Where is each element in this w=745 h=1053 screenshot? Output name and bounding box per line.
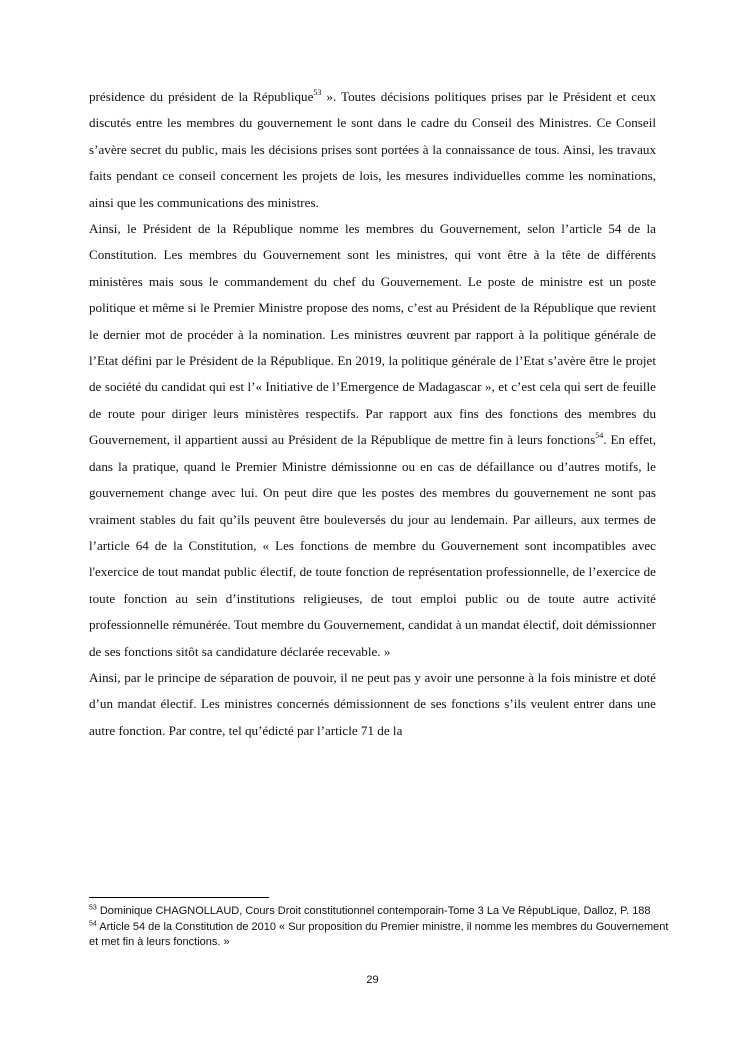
footnote-ref-53[interactable]: 53 xyxy=(313,87,322,97)
footnote-separator xyxy=(89,897,269,898)
footnote-53: $^{53}$ Dominique CHAGNOLLAUD, Cours Droit constitutionnel contemporain-Tome 3 La Ve RépubLique, Dalloz, P. 188 xyxy=(89,904,651,917)
paragraph-3: Ainsi, par le principe de séparation de pouvoir, il ne peut pas y avoir une personne à la fois ministre et doté d’un mandat électif. Les ministres concernés démissionnent de ses fonctions s’ils veulent entrer dans une autre fonction. Par contre, tel qu’édicté par l’article 71 de la xyxy=(89,669,656,738)
page-number: 29 xyxy=(366,974,379,986)
footnotes xyxy=(89,904,669,951)
paragraph-2: Ainsi, le Président de la République nomme les membres du Gouvernement, selon l’article 54 de la Constitution. Les membres du Gouvernement sont les ministres, qui vont être à la tête de différents ministères mais sous le commandement du chef du Gouvernement. Le poste de ministre est un poste politique et même si le Premier Ministre propose des noms, c’est au Président de la République que revient le dernier mot de procéder à la nomination. Les ministres œuvrent par rapport à la politique générale de l’Etat défini par le Président de la République. En 2019, la politique générale de l’Etat s’avère être le projet de société du candidat qui est l’« Initiative de l’Emergence de Madagascar », et c’est cela qui sert de feuille de route pour diriger leurs ministères respectifs. Par rapport aux fins des fonctions des membres du Gouvernement, il appartient aussi au Président de la République de mettre fin à leurs fonctions$^{54}$. En effet, dans la pratique, quand le Premier Ministre démissionne ou en cas de défaillance ou d’autres motifs, le gouvernement change avec lui. On peut dire que les postes des membres du gouvernement ne sont pas vraiment stables du fait qu’ils peuvent être bouleversés du jour au lendemain. Par ailleurs, aux termes de l’article 64 de la Constitution, « Les fonctions de membre du Gouvernement sont incompatibles avec l'exercice de tout mandat public électif, de toute fonction de représentation professionnelle, de l’exercice de toute fonction au sein d’institutions religieuses, de tout emploi public ou de toute autre activité professionnelle rémunérée. Tout membre du Gouvernement, candidat à un mandat électif, doit démissionner de ses fonctions sitôt sa candidature déclarée recevable. » xyxy=(89,221,656,659)
paragraph-1: présidence du président de la République$^{53}$ ». Toutes décisions politiques prises par le Président et ceux discutés entre les membres du gouvernement le sont dans le cadre du Conseil des Ministres. Ce Conseil s’avère secret du public, mais les décisions prises sont portées à la connaissance de tous. Ainsi, les travaux faits pendant ce conseil concernent les projets de lois, les mesures individuelles comme les nominations, ainsi que les communications des ministres. xyxy=(89,87,656,210)
footnote-54: $^{54}$ Article 54 de la Constitution de 2010 « Sur proposition du Premier ministre, il nomme les membres du Gouvernement et met fin à leurs fonctions. » xyxy=(89,919,669,948)
footnote-ref-54[interactable]: 54 xyxy=(595,430,604,440)
body-text xyxy=(89,84,656,744)
